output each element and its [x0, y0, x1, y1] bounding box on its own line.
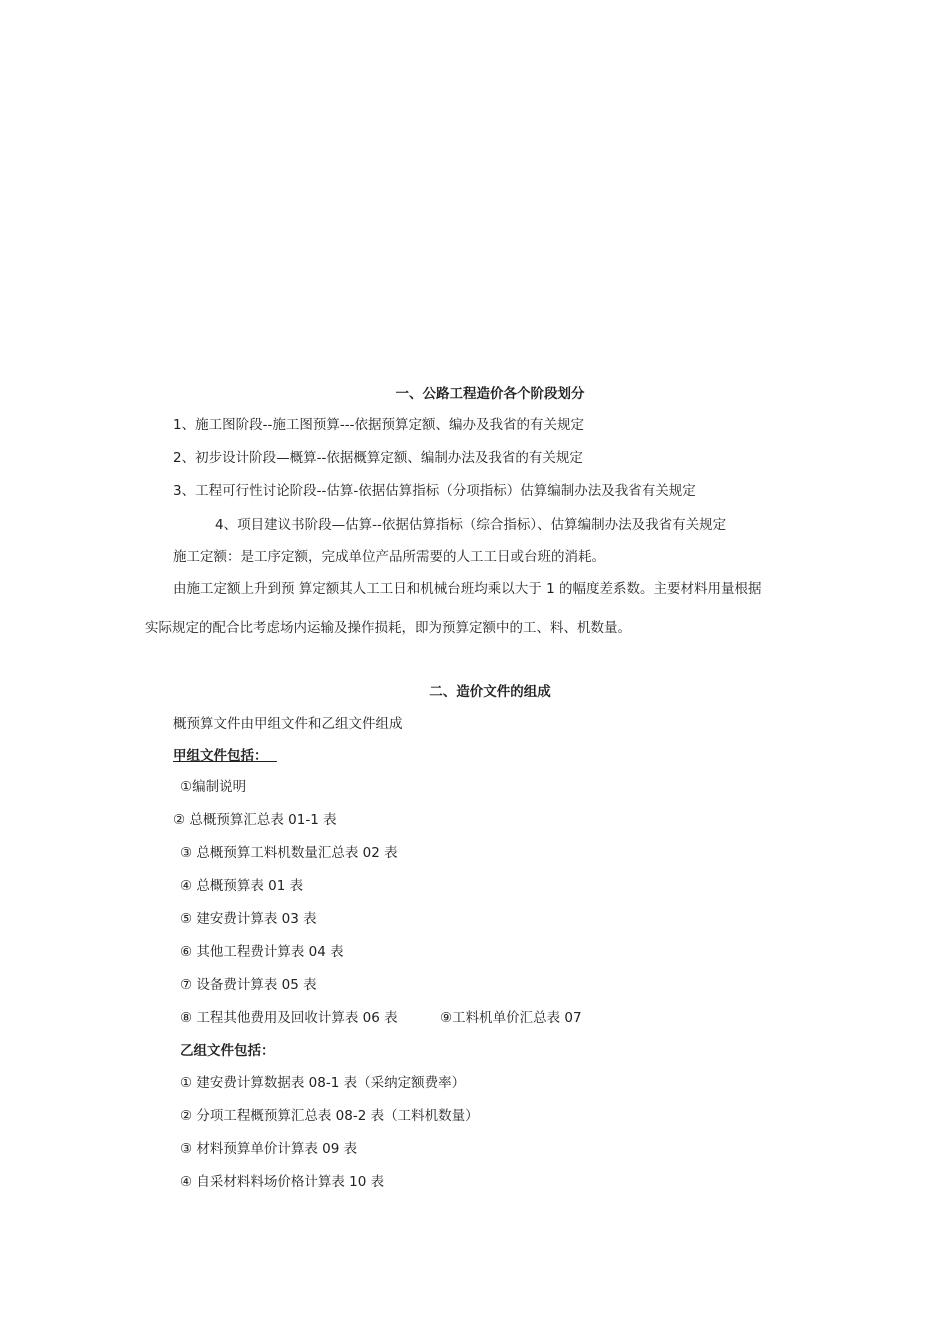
group-b-label: 乙组文件包括：	[180, 1043, 275, 1059]
section1-item-1: 1、施工图阶段--施工图预算---依据预算定额、编办及我省的有关规定	[173, 417, 584, 433]
group-a-item-4: ④ 总概预算表 01 表	[180, 878, 304, 894]
section1-title: 一、公路工程造价各个阶段划分	[395, 386, 585, 402]
section1-item-4: 4、项目建议书阶段—估算--依据估算指标（综合指标）、估算编制办法及我省有关规定	[215, 517, 727, 533]
group-a-item-9: ⑨工料机单价汇总表 07	[440, 1010, 582, 1026]
section1-item-2: 2、初步设计阶段—概算--依据概算定额、编制办法及我省的有关规定	[173, 450, 583, 466]
group-b-item-4: ④ 自采材料料场价格计算表 10 表	[180, 1174, 385, 1190]
section2-title: 二、造价文件的组成	[429, 684, 551, 700]
group-b-item-2: ② 分项工程概预算汇总表 08-2 表（工料机数量）	[180, 1108, 479, 1124]
group-a-item-7: ⑦ 设备费计算表 05 表	[180, 977, 317, 993]
group-a-item-1: ①编制说明	[180, 779, 247, 795]
group-b-item-3: ③ 材料预算单价计算表 09 表	[180, 1141, 358, 1157]
group-a-item-8: ⑧ 工程其他费用及回收计算表 06 表	[180, 1010, 398, 1026]
group-a-item-3: ③ 总概预算工料机数量汇总表 02 表	[180, 845, 398, 861]
section1-item-3: 3、工程可行性讨论阶段--估算-依据估算指标（分项指标）估算编制办法及我省有关规定	[173, 483, 696, 499]
group-a-item-2: ② 总概预算汇总表 01-1 表	[173, 812, 337, 828]
group-a-item-6: ⑥ 其他工程费计算表 04 表	[180, 944, 344, 960]
paragraph-line-1: 由施工定额上升到预 算定额其人工工日和机械台班均乘以大于 1 的幅度差系数。主要材料用量根据	[173, 581, 762, 597]
definition-text: 施工定额：是工序定额，完成单位产品所需要的人工工日或台班的消耗。	[173, 549, 605, 565]
paragraph-line-2: 实际规定的配合比考虑场内运输及操作损耗，即为预算定额中的工、料、机数量。	[145, 620, 631, 636]
section2-intro: 概预算文件由甲组文件和乙组文件组成	[173, 716, 403, 732]
group-b-item-1: ① 建安费计算数据表 08-1 表（采纳定额费率）	[180, 1075, 466, 1091]
group-a-item-5: ⑤ 建安费计算表 03 表	[180, 911, 317, 927]
group-a-label: 甲组文件包括：	[173, 748, 268, 764]
